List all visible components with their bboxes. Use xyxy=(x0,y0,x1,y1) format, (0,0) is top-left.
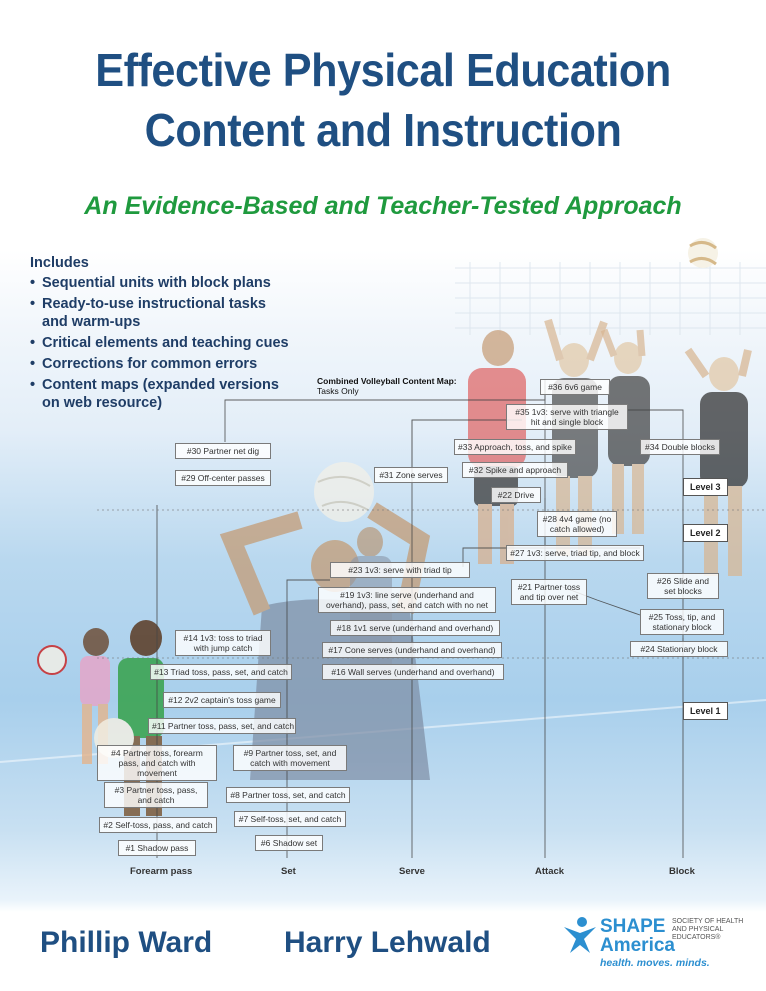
map-node: #9 Partner toss, set, and catch with movement xyxy=(233,745,347,771)
map-node: #8 Partner toss, set, and catch xyxy=(226,787,350,803)
map-node: #18 1v1 serve (underhand and overhand) xyxy=(330,620,500,636)
includes-item: • Ready-to-use instructional tasks and warm-ups xyxy=(30,295,272,331)
map-node: #6 Shadow set xyxy=(255,835,323,851)
map-node: #7 Self-toss, set, and catch xyxy=(234,811,346,827)
author-1: Phillip Ward xyxy=(40,926,213,959)
book-subtitle: An Evidence-Based and Teacher-Tested Approach xyxy=(84,192,682,220)
level-3-label: Level 3 xyxy=(683,478,728,496)
map-node: #27 1v3: serve, triad tip, and block xyxy=(506,545,644,561)
axis-label-attack: Attack xyxy=(535,866,565,877)
includes-item: • Sequential units with block plans xyxy=(30,274,292,292)
map-node: #23 1v3: serve with triad tip xyxy=(330,562,470,578)
axis-label-block: Block xyxy=(669,866,695,877)
includes-item: • Content maps (expanded versions on web resource) xyxy=(30,376,282,412)
map-node: #17 Cone serves (underhand and overhand) xyxy=(322,642,502,658)
map-node: #29 Off-center passes xyxy=(175,470,271,486)
axis-label-serve: Serve xyxy=(399,866,425,877)
content-map-subtitle: Tasks Only xyxy=(317,386,359,396)
map-node: #21 Partner toss and tip over net xyxy=(511,579,587,605)
axis-label-set: Set xyxy=(281,866,296,877)
axis-label-forearm-pass: Forearm pass xyxy=(130,866,193,877)
map-node: #11 Partner toss, pass, set, and catch xyxy=(148,718,296,734)
content-map-title-text: Combined Volleyball Content Map: xyxy=(317,376,457,386)
book-title-line-2: Content and Instruction xyxy=(144,104,622,156)
map-node: #1 Shadow pass xyxy=(118,840,196,856)
map-node: #36 6v6 game xyxy=(540,379,610,395)
map-node: #22 Drive xyxy=(491,487,541,503)
map-node: #26 Slide and set blocks xyxy=(647,573,719,599)
map-node: #12 2v2 captain's toss game xyxy=(163,692,281,708)
map-node: #14 1v3: toss to triad with jump catch xyxy=(175,630,271,656)
publisher-tagline: health. moves. minds. xyxy=(600,957,710,969)
content-map-title xyxy=(317,376,457,396)
map-node: #13 Triad toss, pass, set, and catch xyxy=(150,664,292,680)
map-node: #24 Stationary block xyxy=(630,641,728,657)
map-node: #16 Wall serves (underhand and overhand) xyxy=(322,664,504,680)
map-node: #3 Partner toss, pass, and catch xyxy=(104,782,208,808)
publisher-society: SOCIETY OF HEALTH AND PHYSICAL EDUCATORS® xyxy=(672,918,744,941)
includes-item: • Corrections for common errors xyxy=(30,355,292,373)
includes-item: • Critical elements and teaching cues xyxy=(30,334,292,352)
includes-heading: Includes xyxy=(30,255,89,271)
map-node: #30 Partner net dig xyxy=(175,443,271,459)
map-node: #32 Spike and approach xyxy=(462,462,568,478)
map-node: #35 1v3: serve with triangle hit and single block xyxy=(506,404,628,430)
map-node: #2 Self-toss, pass, and catch xyxy=(99,817,217,833)
shape-america-figure-icon xyxy=(560,915,600,955)
level-1-label: Level 1 xyxy=(683,702,728,720)
map-node: #4 Partner toss, forearm pass, and catch with movement xyxy=(97,745,217,781)
map-node: #33 Approach, toss, and spike xyxy=(454,439,576,455)
map-node: #34 Double blocks xyxy=(640,439,720,455)
book-title-line-1: Effective Physical Education xyxy=(95,44,671,96)
map-node: #25 Toss, tip, and stationary block xyxy=(640,609,724,635)
level-2-label: Level 2 xyxy=(683,524,728,542)
publisher-name: SHAPE America xyxy=(600,916,675,956)
author-2: Harry Lehwald xyxy=(284,926,491,959)
map-node: #28 4v4 game (no catch allowed) xyxy=(537,511,617,537)
map-node: #19 1v3: line serve (underhand and overhand), pass, set, and catch with no net xyxy=(318,587,496,613)
map-node: #31 Zone serves xyxy=(374,467,448,483)
